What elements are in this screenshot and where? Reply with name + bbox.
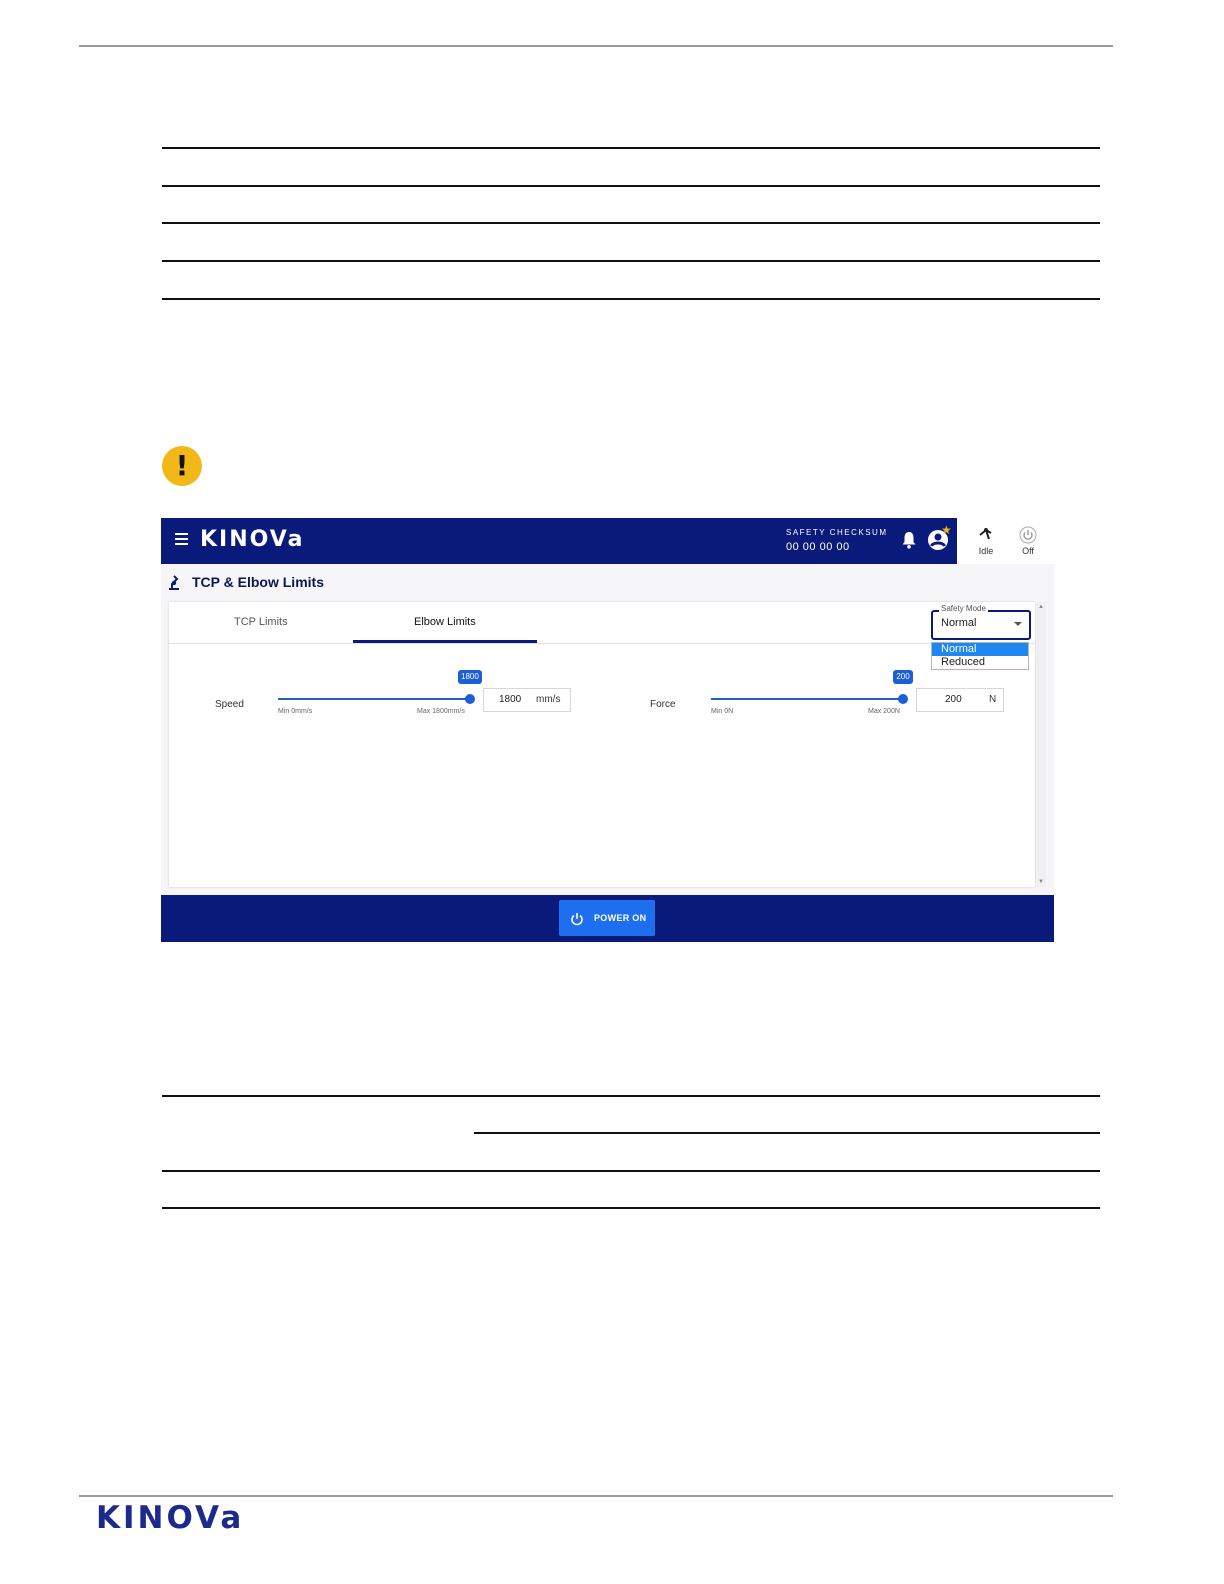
tab-elbow-limits[interactable]: Elbow Limits (414, 616, 476, 628)
speed-label: Speed (215, 699, 244, 710)
force-label: Force (650, 699, 676, 710)
robot-status-idle[interactable] (971, 526, 1001, 556)
page-title-bar (161, 564, 1054, 600)
safety-mode-value: Normal (941, 617, 977, 629)
status-panel (957, 518, 1054, 565)
force-unit: N (989, 694, 997, 705)
star-icon: ★ (941, 523, 952, 537)
table-rule (474, 1132, 1100, 1134)
option-reduced[interactable]: Reduced (941, 656, 986, 668)
power-icon (1019, 526, 1037, 544)
app-screenshot (161, 518, 1054, 942)
safety-checksum-label: SAFETY CHECKSUM (786, 528, 888, 537)
table-rule (162, 1095, 1100, 1097)
safety-mode-menu (931, 642, 1029, 670)
app-bottom-bar (161, 895, 1054, 942)
safety-mode-select[interactable] (931, 604, 1031, 640)
speed-max-label: Max 1800mm/s (417, 708, 465, 715)
speed-input-value: 1800 (499, 694, 522, 705)
power-icon (570, 912, 584, 926)
safety-mode-label: Safety Mode (941, 604, 986, 613)
option-normal[interactable]: Normal (932, 643, 1028, 656)
force-max-label: Max 200N (868, 708, 900, 715)
idle-label: Idle (978, 546, 994, 556)
force-slider-thumb[interactable] (898, 694, 908, 704)
app-top-bar (161, 518, 957, 564)
speed-unit: mm/s (536, 694, 561, 705)
speed-min-label: Min 0mm/s (278, 708, 313, 715)
hamburger-icon[interactable] (175, 533, 188, 548)
table-rule (162, 260, 1100, 262)
footer-logo: KINOVa (96, 1500, 245, 1536)
safety-checksum-value: 00 00 00 00 (786, 541, 850, 553)
kinova-logo: KINOVa (200, 527, 305, 552)
tab-tcp-limits[interactable]: TCP Limits (234, 616, 288, 628)
warning-icon: ! (162, 446, 202, 486)
force-input[interactable] (916, 688, 1004, 712)
table-rule (162, 1170, 1100, 1172)
table-rule (162, 185, 1100, 187)
chevron-down-icon (1014, 622, 1022, 626)
footer-rule (79, 1495, 1113, 1497)
off-label: Off (1022, 546, 1034, 556)
force-slider-track[interactable] (711, 698, 903, 700)
table-rule (162, 222, 1100, 224)
force-value-bubble: 200 (893, 670, 913, 684)
force-min-label: Min 0N (711, 708, 734, 715)
robot-arm-icon (167, 574, 181, 590)
header-rule (79, 45, 1113, 47)
table-rule (162, 1207, 1100, 1209)
power-status-off[interactable] (1013, 526, 1043, 556)
speed-input[interactable] (483, 688, 571, 712)
limits-card (169, 602, 1035, 887)
speed-slider-track[interactable] (278, 698, 470, 700)
power-on-button[interactable] (559, 900, 655, 936)
robot-arm-icon (977, 526, 995, 544)
table-rule (162, 298, 1100, 300)
bell-icon[interactable] (901, 531, 917, 549)
page-title: TCP & Elbow Limits (192, 574, 324, 590)
tabs-divider (169, 643, 1035, 644)
table-rule (162, 147, 1100, 149)
scrollbar[interactable]: ▲ ▼ (1036, 602, 1046, 887)
speed-value-bubble: 1800 (458, 670, 482, 684)
power-on-label: POWER ON (594, 913, 647, 923)
speed-slider-thumb[interactable] (465, 694, 475, 704)
force-input-value: 200 (945, 694, 962, 705)
